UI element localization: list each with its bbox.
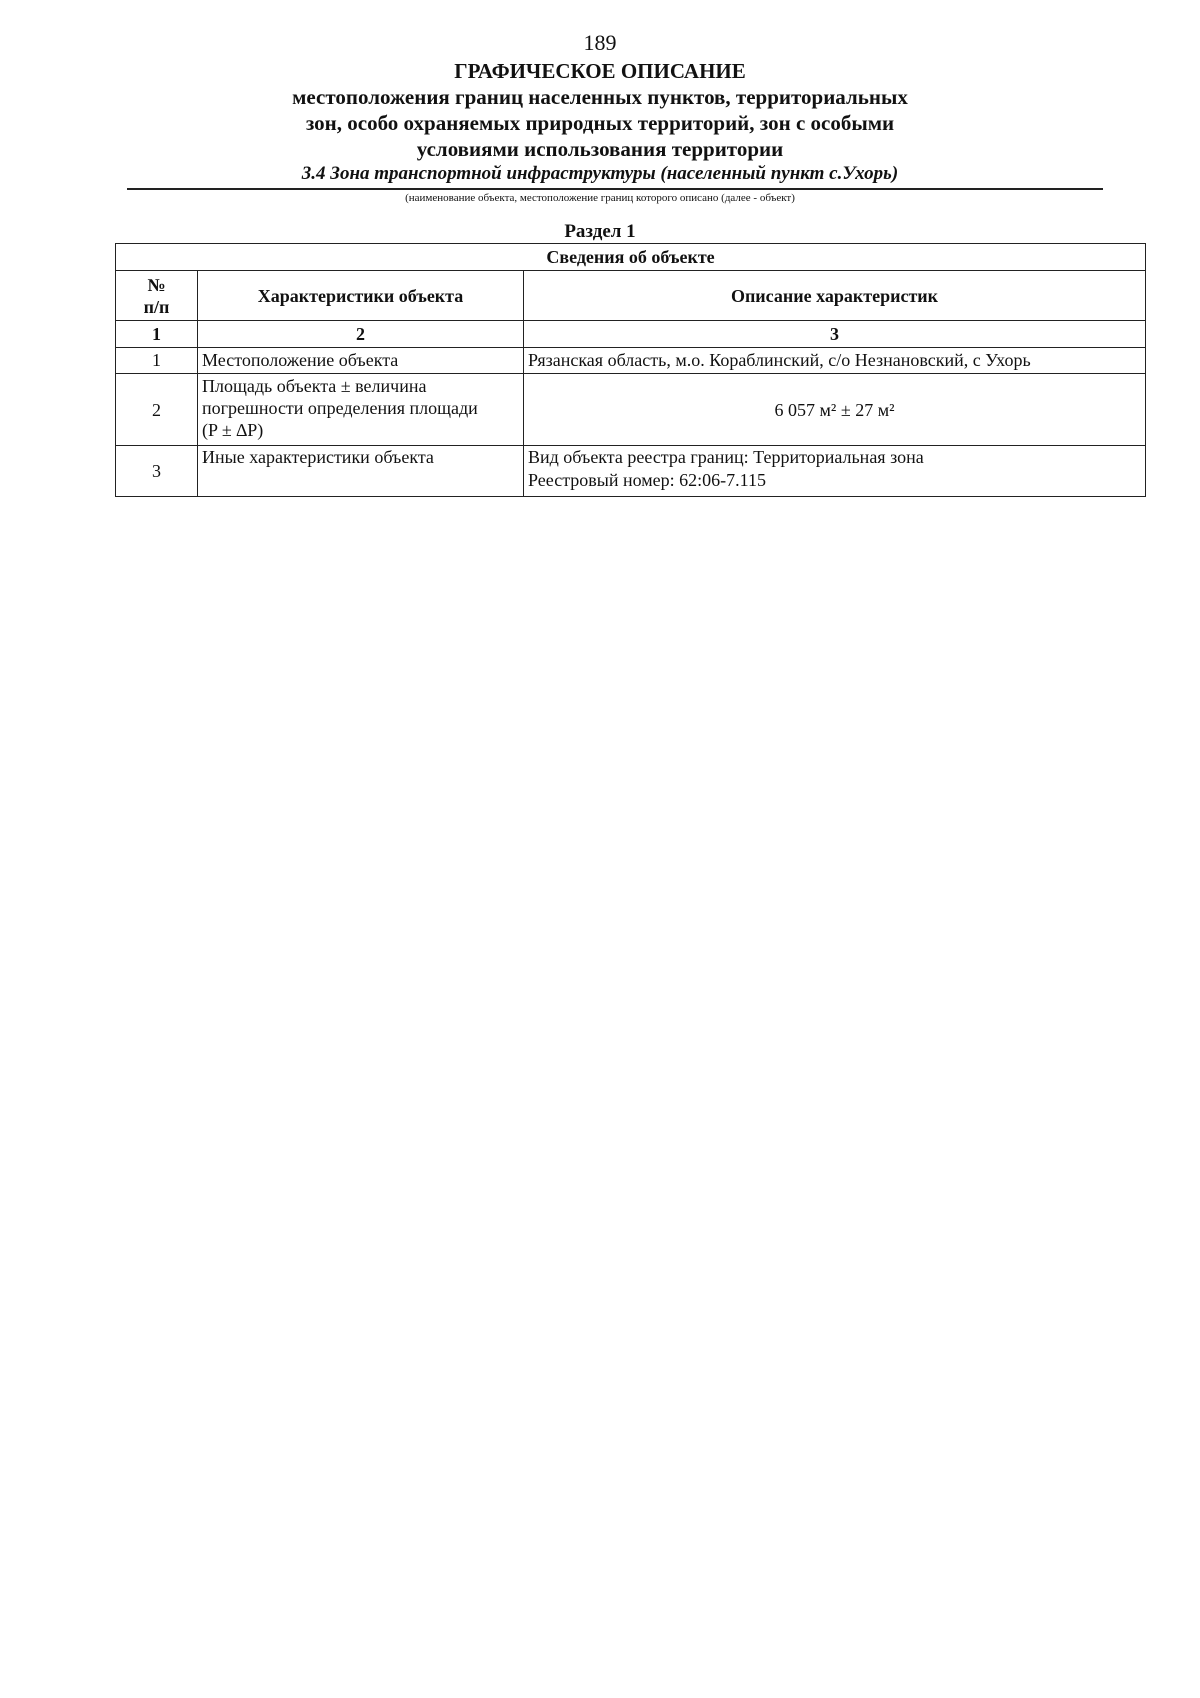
row-description <box>524 446 1146 497</box>
title-line: ГРАФИЧЕСКОЕ ОПИСАНИЕ <box>454 59 746 83</box>
section-title: Раздел 1 <box>564 221 636 242</box>
title-line: зон, особо охраняемых природных территорий, зон с особыми <box>305 111 895 135</box>
row-characteristic <box>198 348 524 374</box>
row-characteristic <box>198 374 524 446</box>
title-line: условиями использования территории <box>416 137 784 161</box>
cell-text: Рязанская область, м.о. Кораблинский, с/о Незнановский, с Ухорь <box>528 350 1031 370</box>
cell-text: (P ± ∆P) <box>202 420 264 440</box>
row-description <box>524 374 1146 446</box>
row-characteristic <box>198 446 524 497</box>
column-number: 3 <box>524 321 1146 348</box>
object-info-table <box>115 243 1146 497</box>
header-characteristics: Характеристики объекта <box>198 271 524 321</box>
table-row <box>116 374 1146 446</box>
cell-text: Вид объекта реестра границ: Территориальная зона <box>528 447 924 467</box>
object-name-note: (наименование объекта, местоположение границ которого описано (далее - объект) <box>405 192 795 204</box>
table-caption-row <box>116 244 1146 271</box>
cell-text: Реестровый номер: 62:06-7.115 <box>528 470 766 490</box>
cell-text: 6 057 м² ± 27 м² <box>774 399 895 420</box>
document-title <box>0 58 1200 162</box>
object-name-underline <box>127 188 1103 190</box>
column-number: 1 <box>116 321 198 348</box>
title-line: местоположения границ населенных пунктов, территориальных <box>292 85 908 109</box>
header-number <box>116 271 198 321</box>
header-number-label: п/п <box>143 296 170 317</box>
cell-text: Площадь объекта ± величина <box>202 376 427 396</box>
cell-text: Иные характеристики объекта <box>202 447 434 467</box>
header-description: Описание характеристик <box>524 271 1146 321</box>
row-index: 3 <box>116 446 198 497</box>
header-number-symbol: № <box>147 274 166 295</box>
row-description <box>524 348 1146 374</box>
page-number: 189 <box>583 30 617 55</box>
column-numbers-row <box>116 321 1146 348</box>
cell-text: Местоположение объекта <box>202 350 399 370</box>
cell-text: погрешности определения площади <box>202 398 478 418</box>
table-row <box>116 446 1146 497</box>
table-row <box>116 348 1146 374</box>
column-number: 2 <box>198 321 524 348</box>
table-header-row <box>116 271 1146 321</box>
object-name: 3.4 Зона транспортной инфраструктуры (населенный пункт с.Ухорь) <box>301 163 899 184</box>
row-index: 1 <box>116 348 198 374</box>
table-caption: Сведения об объекте <box>116 244 1146 271</box>
row-index: 2 <box>116 374 198 446</box>
